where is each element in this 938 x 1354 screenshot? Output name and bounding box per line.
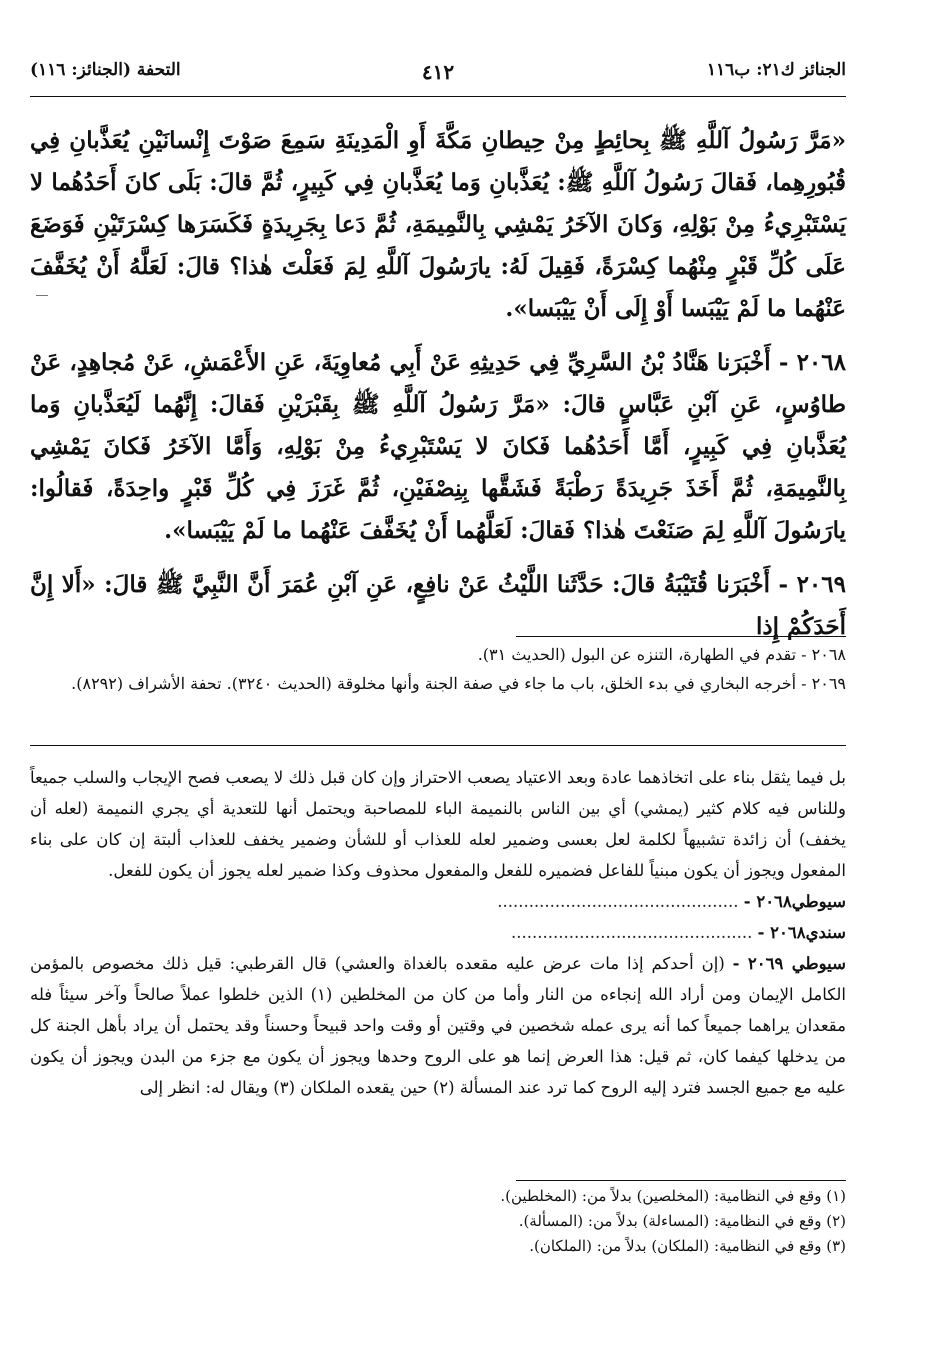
page-header	[30, 60, 846, 90]
commentator-label: سيوطي ٢٠٦٩ -	[732, 954, 846, 973]
footnote: (٣) وقع في النظامية: (الملكان) بدلاً من: (الملكان).	[529, 1237, 846, 1255]
commentator-label: سيوطي٢٠٦٨ -	[743, 892, 846, 911]
header-divider	[30, 96, 846, 97]
footnotes	[30, 1184, 846, 1259]
hadith-continuation: «مَرَّ رَسُولُ آللَّهِ ﷺ بِحائِطٍ مِنْ حِيطانِ مَكَّةَ أَوِ الْمَدِينَةِ سَمِعَ صَوْتَ إِنْسانَيْنِ يُعَذَّبانِ فِي قُبُورِهِما، فَقالَ رَسُولُ آللَّهِ ﷺ: يُعَذَّبانِ وَما يُعَذَّبانِ فِي كَبِيرٍ، ثُمَّ قالَ: بَلَى كانَ أَحَدُهُما لا يَسْتَبْرِيءُ مِنْ بَوْلِهِ، وَكانَ الآخَرُ يَمْشِي بِالنَّمِيمَةِ، ثُمَّ دَعا بِجَرِيدَةٍ فَكَسَرَها كِسْرَتَيْنِ فَوَضَعَ عَلَى كُلِّ قَبْرٍ مِنْهُما كِسْرَةً، فَقِيلَ لَهُ: يارَسُولَ آللَّهِ لِمَ فَعَلْتَ هٰذا؟ قالَ: لَعَلَّهُ أَنْ يُخَفَّفَ عَنْهُما ما لَمْ يَيْبَسا أَوْ إِلَى أَنْ يَيْبَسا».	[30, 127, 846, 322]
takhrij-notes	[30, 640, 846, 698]
page-number: ٤١٢	[421, 60, 455, 84]
commentary-body: (إن أحدكم إذا مات عرض عليه مقعده بالغداة والعشي) قال القرطبي: قيل ذلك مخصوص بالمؤمن الكامل الإيمان ومن أراد الله إنجاءه من النار وأما من كان من المخلطين (١) الذين خلطوا عملاً صالحاً وآخر سيئاً فله مقعدان يراهما جميعاً كما أنه يرى عمله شخصين في وقتين أو وقت واحد قبيحاً وحسناً وقد يحتمل أن يراد بأهل الجنة كل من يدخلها كيفما كان، ثم قيل: هذا العرض إنما هو على الروح وحدها ويجوز أن يكون مع جزء من البدن ويجوز أن يكون عليه مع جميع الجسد فترد إليه الروح كما ترد عند المسألة (٢) حين يقعده الملكان (٣) ويقال له: انظر إلى	[30, 954, 847, 1097]
commentary	[30, 762, 846, 1103]
dotted-leader: ..............................................	[497, 892, 739, 911]
header-tuhfa-ref: التحفة (الجنائز: ١١٦)	[30, 60, 181, 80]
header-chapter-ref: الجنائز ك٢١: ب١١٦	[706, 60, 846, 80]
dotted-leader: ..............................................	[511, 923, 753, 942]
sindi-2068-line	[30, 917, 846, 948]
footnote: (١) وقع في النظامية: (المخلصين) بدلاً من: (المخلطين).	[500, 1187, 846, 1205]
suyuti-2069-paragraph	[30, 948, 846, 1103]
footnote: (٢) وقع في النظامية: (المساءلة) بدلاً من: (المسألة).	[518, 1212, 846, 1230]
takhrij-2069: ٢٠٦٩ - أخرجه البخاري في بدء الخلق، باب ما جاء في صفة الجنة وأنها مخلوقة (الحديث ٣٢٤٠). تحفة الأشراف (٨٢٩٢).	[71, 674, 846, 693]
takhrij-2068: ٢٠٦٨ - تقدم في الطهارة، التنزه عن البول (الحديث ٣١).	[477, 645, 846, 664]
commentator-label: سندي٢٠٦٨ -	[757, 923, 846, 942]
hadith-body: أَخْبَرَنا هَنَّادُ بْنُ السَّرِيِّ فِي حَدِيثِهِ عَنْ أَبِي مُعاوِيَةَ، عَنِ الأَعْمَشِ، عَنْ مُجاهِدٍ، عَنْ طاوُسٍ، عَنِ آبْنِ عَبَّاسٍ قالَ: «مَرَّ رَسُولُ آللَّهِ ﷺ بِقَبْرَيْنِ فَقالَ: إِنَّهُما لَيُعَذَّبانِ وَما يُعَذَّبانِ فِي كَبِيرٍ، أَمَّا أَحَدُهُما فَكانَ لا يَسْتَبْرِيءُ مِنْ بَوْلِهِ، وَأَمَّا الآخَرُ فَكانَ يَمْشِي بِالنَّمِيمَةِ، ثُمَّ أَخَذَ جَرِيدَةً رَطْبَةً فَشَقَّها بِنِصْفَيْنِ، ثُمَّ غَرَزَ فِي كُلِّ قَبْرٍ واحِدَةً، فَقالُوا: يارَسُولَ آللَّهِ لِمَ صَنَعْتَ هٰذا؟ فَقالَ: لَعَلَّهُما أَنْ يُخَفَّفَ عَنْهُما ما لَمْ يَيْبَسا».	[30, 349, 846, 544]
hadith-body: أَخْبَرَنا قُتَيْبَةُ قالَ: حَدَّثَنا اللَّيْثُ عَنْ نافِعٍ، عَنِ آبْنِ عُمَرَ أَنَّ النَّبِيَّ ﷺ قالَ: «أَلا إِنَّ أَحَدَكُمْ إِذا	[30, 571, 846, 640]
suyuti-2068-line	[30, 886, 846, 917]
hadith-text	[30, 120, 846, 660]
margin-mark	[36, 295, 48, 296]
footnotes-divider	[516, 1180, 846, 1181]
commentary-divider	[30, 745, 846, 746]
hadith-number: ٢٠٦٨ -	[778, 349, 846, 376]
hadith-number: ٢٠٦٩ -	[778, 571, 846, 598]
takhrij-divider	[516, 636, 846, 637]
hadith-2068	[30, 342, 846, 552]
commentary-paragraph: بل فيما يثقل بناء على اتخاذهما عادة وبعد الاعتياد يصعب الاحتراز وإن كان قبل ذلك لا يصعب فصح الإيجاب والسلب جميعاً وللناس فيه كلام كثير (يمشي) أي بين الناس بالنميمة الباء للمصاحبة ويحتمل أنها للتعدية أي يجري النميمة (لعله أن يخفف) أن زائدة تشبيهاً لكلمة لعل بعسى وضمير لعله للعذاب أو للشأن وضمير يخفف للعذاب ألبتة إن كان على بناء المفعول ويجوز أن يكون مبنياً للفاعل فضميره للفعل والمفعول محذوف وكذا ضمير لعله يجوز أن يكون للفعل.	[30, 768, 846, 880]
